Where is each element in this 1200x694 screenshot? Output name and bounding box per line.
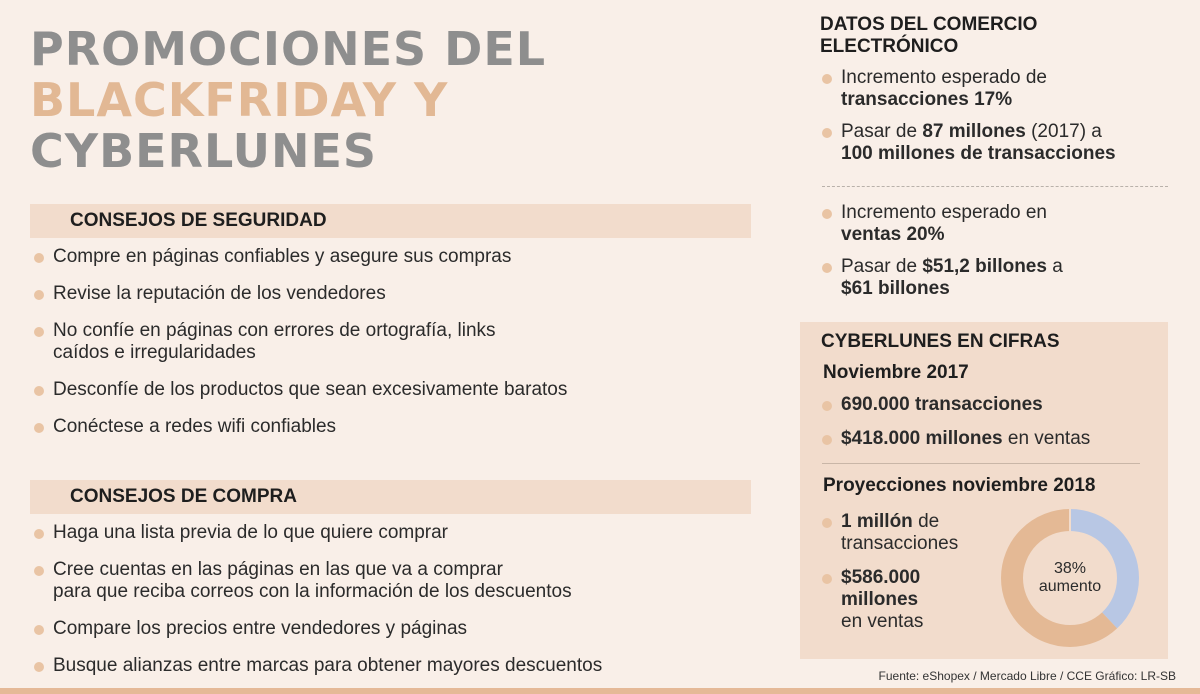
compra-heading: CONSEJOS DE COMPRA xyxy=(30,480,751,514)
datos-b2-line-2: 100 millones de transacciones xyxy=(841,143,1116,164)
list-item xyxy=(818,67,1178,111)
datos-b1-line-2: transacciones 17% xyxy=(841,89,1013,110)
cyber-p1-line-2: transacciones xyxy=(841,533,959,554)
cyber-i2-post: en ventas xyxy=(1002,428,1091,449)
list-item: Compre en páginas confiables y asegure sus compras xyxy=(30,246,750,268)
proyecciones-subheading: Proyecciones noviembre 2018 xyxy=(823,475,1096,496)
list-item-continuation: para que reciba correos con la información de los descuentos xyxy=(53,581,572,602)
list-item: Busque alianzas entre marcas para obtener mayores descuentos xyxy=(30,655,750,677)
datos-heading xyxy=(820,14,1180,58)
list-item xyxy=(818,394,1158,416)
cyber-2018-list xyxy=(818,511,998,633)
title-line-2: BLACKFRIDAY Y xyxy=(30,73,449,127)
list-item: Cree cuentas en las páginas en las que va a comprar xyxy=(30,559,750,581)
list-item xyxy=(818,428,1158,450)
title-line-1: PROMOCIONES DEL xyxy=(30,22,547,76)
cyber-2017-list xyxy=(818,394,1158,450)
datos-list-2 xyxy=(818,202,1178,300)
donut-center-label xyxy=(1000,560,1140,596)
seguridad-list xyxy=(30,246,750,438)
cyber-p2-line-1: $586.000 xyxy=(841,567,921,588)
list-item xyxy=(818,511,998,555)
cyber-p2-line-3: en ventas xyxy=(841,611,924,632)
cyberlunes-panel xyxy=(800,322,1168,659)
datos-b4-line-2: $61 billones xyxy=(841,278,950,299)
dashed-divider xyxy=(822,186,1168,187)
list-item: No confíe en páginas con errores de ortografía, links xyxy=(30,320,750,342)
cyber-i1: 690.000 transacciones xyxy=(841,394,1043,415)
list-item xyxy=(818,567,998,633)
datos-heading-line-2: ELECTRÓNICO xyxy=(820,36,959,57)
cyber-p1-bold: 1 millón xyxy=(841,511,913,532)
page-title xyxy=(30,24,630,177)
list-item xyxy=(818,202,1178,246)
datos-b2-post: (2017) a xyxy=(1025,121,1102,142)
datos-b3-line-1: Incremento esperado en xyxy=(841,202,1047,223)
title-line-3: CYBERLUNES xyxy=(30,124,378,178)
cyberlunes-heading: CYBERLUNES EN CIFRAS xyxy=(821,331,1060,352)
datos-b4-bold: $51,2 billones xyxy=(922,256,1047,277)
datos-b4-pre: Pasar de xyxy=(841,256,923,277)
datos-heading-line-1: DATOS DEL COMERCIO xyxy=(820,14,1038,35)
seguridad-heading: CONSEJOS DE SEGURIDAD xyxy=(30,204,751,238)
cyber-p2-line-2: millones xyxy=(841,589,919,610)
list-item xyxy=(818,121,1178,165)
list-item: Revise la reputación de los vendedores xyxy=(30,283,750,305)
cyber-i2-bold: $418.000 millones xyxy=(841,428,1003,449)
donut-word: aumento xyxy=(1038,578,1102,595)
panel-divider xyxy=(822,463,1140,464)
datos-b1-line-1: Incremento esperado de xyxy=(841,67,1047,88)
datos-list-1 xyxy=(818,67,1178,165)
bottom-bar xyxy=(0,688,1200,694)
list-item xyxy=(818,256,1178,300)
list-item: Desconfíe de los productos que sean excesivamente baratos xyxy=(30,379,750,401)
datos-b3-line-2: ventas 20% xyxy=(841,224,945,245)
datos-b2-bold: 87 millones xyxy=(922,121,1026,142)
list-item-continuation: caídos e irregularidades xyxy=(53,342,256,363)
cyber-p1-post: de xyxy=(912,511,940,532)
compra-list xyxy=(30,522,750,677)
noviembre-2017-subheading: Noviembre 2017 xyxy=(823,362,969,383)
source-credit: Fuente: eShopex / Mercado Libre / CCE Gráfico: LR-SB xyxy=(878,669,1176,683)
donut-percentage: 38% xyxy=(1053,560,1087,577)
list-item: Haga una lista previa de lo que quiere comprar xyxy=(30,522,750,544)
list-item: Conéctese a redes wifi confiables xyxy=(30,416,750,438)
datos-b2-pre: Pasar de xyxy=(841,121,923,142)
list-item: Compare los precios entre vendedores y páginas xyxy=(30,618,750,640)
datos-b4-post: a xyxy=(1046,256,1063,277)
